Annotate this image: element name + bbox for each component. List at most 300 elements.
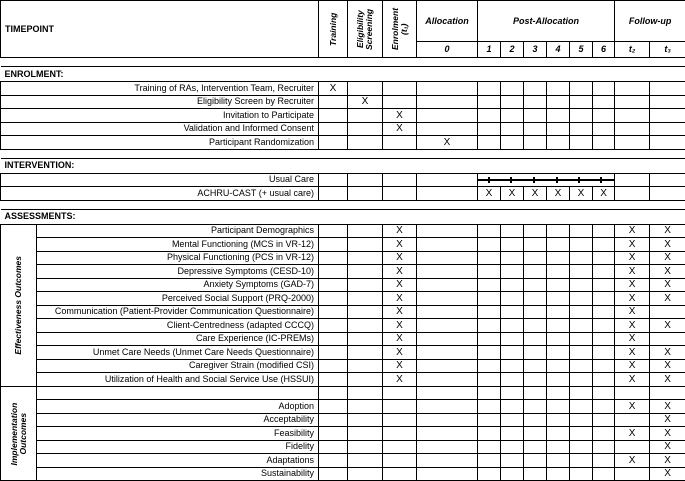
empty-cell [524,454,547,468]
empty-cell [348,454,383,468]
empty-cell [524,319,547,333]
achru-cast-row [1,187,685,201]
enrolment-section-row [1,67,685,82]
schedule-mark [383,400,417,414]
schedule-mark [383,136,417,150]
empty-cell [524,440,547,454]
schedule-mark: X [383,109,417,123]
empty-cell [348,292,383,306]
empty-cell [593,400,615,414]
schedule-mark [650,82,685,96]
empty-cell [348,278,383,292]
schedule-mark [319,95,348,109]
schedule-mark [650,95,685,109]
empty-cell [593,292,615,306]
schedule-mark: X [383,373,417,387]
schedule-mark [650,187,685,201]
spacer-cell [1,200,685,209]
effectiveness-outcome-measure-label: Unmet Care Needs (Unmet Care Needs Questionnaire) [37,346,319,360]
schedule-mark [650,109,685,123]
schedule-mark [547,136,570,150]
schedule-mark [348,82,383,96]
empty-cell [547,467,570,481]
post-allocation-number: 5 [570,42,593,58]
schedule-mark [547,82,570,96]
empty-cell [417,400,478,414]
schedule-mark [615,386,650,400]
timepoint-header: TIMEPOINT [1,1,319,58]
spacer-row [1,200,685,209]
empty-cell [348,440,383,454]
empty-cell [524,413,547,427]
schedule-mark [348,136,383,150]
schedule-mark [417,95,478,109]
schedule-mark: X [383,332,417,346]
empty-cell [501,359,524,373]
empty-cell [501,400,524,414]
empty-cell [570,386,593,400]
empty-cell [570,224,593,238]
schedule-mark [383,386,417,400]
effectiveness-outcome-row [1,224,685,238]
empty-cell [547,292,570,306]
empty-cell [478,427,501,441]
empty-cell [593,346,615,360]
effectiveness-outcome-row [1,305,685,319]
empty-cell [593,413,615,427]
empty-cell [570,292,593,306]
schedule-mark [417,122,478,136]
schedule-mark [524,136,547,150]
empty-cell [478,224,501,238]
empty-cell [319,467,348,481]
effectiveness-outcome-row [1,278,685,292]
empty-cell [478,238,501,252]
empty-cell [348,173,383,187]
usual-care-tick [600,177,602,183]
empty-cell [417,332,478,346]
intervention-section-row [1,158,685,173]
usual-care-label: Usual Care [1,173,319,187]
schedule-mark: X [478,187,501,201]
usual-care-line [478,179,615,181]
empty-cell [501,386,524,400]
empty-cell [547,413,570,427]
empty-cell [348,427,383,441]
empty-cell [524,359,547,373]
empty-cell [593,359,615,373]
schedule-mark [615,95,650,109]
enrolment-row-label: Validation and Informed Consent [1,122,319,136]
schedule-mark [570,122,593,136]
empty-cell [417,359,478,373]
empty-cell [319,440,348,454]
effectiveness-outcome-row [1,359,685,373]
effectiveness-outcome-group [1,224,37,386]
schedule-mark: X [383,122,417,136]
enrolment-row [1,95,685,109]
empty-cell [501,373,524,387]
schedule-mark: X [383,359,417,373]
empty-cell [319,346,348,360]
empty-cell [570,251,593,265]
usual-care-tick [510,177,512,183]
implementation-outcome-group-label: Implementation Outcomes [10,387,28,481]
implementation-outcome-measure-label: Adaptations [37,454,319,468]
schedule-mark: X [615,427,650,441]
schedule-mark: X [547,187,570,201]
schedule-mark [383,454,417,468]
empty-cell [547,238,570,252]
schedule-mark [417,109,478,123]
effectiveness-outcome-row [1,346,685,360]
schedule-mark [593,122,615,136]
schedule-mark: X [615,238,650,252]
schedule-mark [501,136,524,150]
empty-cell [593,332,615,346]
empty-cell [417,440,478,454]
empty-cell [348,386,383,400]
schedule-mark: X [650,440,685,454]
schedule-mark: X [650,278,685,292]
schedule-mark [615,82,650,96]
effectiveness-outcome-measure-label: Participant Demographics [37,224,319,238]
schedule-mark [570,82,593,96]
implementation-outcome-measure-label: Feasibility [37,427,319,441]
empty-cell [570,413,593,427]
empty-cell [417,238,478,252]
empty-cell [593,265,615,279]
schedule-mark [383,82,417,96]
empty-cell [417,427,478,441]
schedule-mark [478,136,501,150]
empty-cell [593,440,615,454]
schedule-mark [547,122,570,136]
schedule-mark [478,82,501,96]
schedule-mark [547,95,570,109]
empty-cell [383,173,417,187]
schedule-mark: X [615,373,650,387]
empty-cell [501,332,524,346]
spacer-cell [1,58,685,67]
empty-cell [478,400,501,414]
eligibility-header [348,1,383,58]
spacer-row [1,58,685,67]
usual-care-tick [556,177,558,183]
empty-cell [501,454,524,468]
schedule-mark: X [615,400,650,414]
schedule-mark [501,82,524,96]
schedule-mark: X [383,278,417,292]
empty-cell [593,278,615,292]
empty-cell [501,238,524,252]
schedule-mark [650,305,685,319]
empty-cell [593,454,615,468]
schedule-mark: X [383,265,417,279]
empty-cell [501,265,524,279]
spacer-row [1,149,685,158]
empty-cell [615,173,650,187]
empty-cell [319,265,348,279]
schedule-mark: X [501,187,524,201]
empty-cell [501,346,524,360]
implementation-outcome-measure-label: Sustainability [37,467,319,481]
empty-cell [319,305,348,319]
empty-cell [501,278,524,292]
enrolment-header [383,1,417,58]
empty-cell [547,332,570,346]
schedule-mark: X [650,224,685,238]
assessments-section-heading: ASSESSMENTS: [1,209,685,224]
schedule-mark: X [650,467,685,481]
effectiveness-outcome-measure-label: Utilization of Health and Social Service Use (HSSUI) [37,373,319,387]
schedule-mark: X [383,251,417,265]
empty-cell [417,292,478,306]
post-allocation-number: 2 [501,42,524,58]
empty-cell [319,332,348,346]
empty-cell [348,467,383,481]
schedule-mark: X [650,427,685,441]
empty-cell [348,359,383,373]
empty-cell [319,251,348,265]
enrolment-label: Enrolment [390,8,400,50]
empty-cell [501,292,524,306]
effectiveness-outcome-measure-label: Caregiver Strain (modified CSI) [37,359,319,373]
empty-cell [524,224,547,238]
schedule-mark [650,386,685,400]
empty-cell [501,413,524,427]
empty-cell [593,373,615,387]
empty-cell [417,413,478,427]
empty-cell [547,427,570,441]
empty-cell [547,400,570,414]
empty-cell [501,251,524,265]
empty-cell [570,238,593,252]
empty-cell [319,373,348,387]
empty-cell [593,319,615,333]
effectiveness-outcome-row [1,319,685,333]
schedule-mark: X [650,346,685,360]
schedule-mark [570,95,593,109]
empty-cell [478,454,501,468]
empty-cell [524,251,547,265]
enrolment-row [1,136,685,150]
empty-cell [524,373,547,387]
effectiveness-outcome-row [1,238,685,252]
empty-cell [593,238,615,252]
schedule-mark [383,427,417,441]
schedule-mark: X [650,454,685,468]
schedule-mark [319,136,348,150]
eligibility-header-label: Eligibility Screening [356,1,374,57]
usual-care-tick [488,177,490,183]
schedule-mark [501,122,524,136]
empty-cell [570,467,593,481]
implementation-outcome-measure-label: Acceptability [37,413,319,427]
effectiveness-outcome-measure-label: Anxiety Symptoms (GAD-7) [37,278,319,292]
allocation-number: 0 [417,42,478,58]
schedule-mark: X [615,224,650,238]
empty-cell [547,359,570,373]
empty-cell [593,427,615,441]
empty-cell [570,373,593,387]
schedule-mark [319,122,348,136]
empty-cell [570,332,593,346]
schedule-mark: X [615,278,650,292]
empty-cell [570,427,593,441]
empty-cell [478,413,501,427]
intervention-section-heading: INTERVENTION: [1,158,685,173]
enrolment-row [1,122,685,136]
empty-cell [501,440,524,454]
implementation-outcome-row [1,427,685,441]
schedule-mark [593,82,615,96]
schedule-mark: X [650,265,685,279]
schedule-mark [547,109,570,123]
empty-cell [570,400,593,414]
schedule-mark: X [650,251,685,265]
schedule-mark [348,109,383,123]
schedule-mark [524,95,547,109]
empty-cell [319,292,348,306]
schedule-mark: X [615,292,650,306]
schedule-mark [478,95,501,109]
schedule-mark: X [650,413,685,427]
effectiveness-outcome-row [1,292,685,306]
implementation-outcome-group [1,386,37,481]
empty-cell [593,251,615,265]
empty-cell [501,427,524,441]
empty-cell [570,346,593,360]
empty-cell [547,305,570,319]
empty-cell [524,265,547,279]
schedule-mark [319,109,348,123]
effectiveness-outcome-measure-label: Depressive Symptoms (CESD-10) [37,265,319,279]
schedule-mark: X [383,292,417,306]
empty-cell [478,305,501,319]
empty-cell [417,305,478,319]
empty-cell [417,319,478,333]
schedule-mark [524,82,547,96]
empty-cell [417,467,478,481]
empty-cell [319,386,348,400]
effectiveness-outcome-measure-label: Mental Functioning (MCS in VR-12) [37,238,319,252]
empty-cell [348,265,383,279]
empty-cell [348,373,383,387]
follow-up-t2: t₂ [615,42,650,58]
effectiveness-outcome-measure-label: Communication (Patient-Provider Communication Questionnaire) [37,305,319,319]
empty-cell [417,278,478,292]
empty-cell [547,386,570,400]
effectiveness-outcome-measure-label: Client-Centredness (adapted CCCQ) [37,319,319,333]
empty-cell [547,440,570,454]
schedule-mark [593,136,615,150]
schedule-mark [478,109,501,123]
empty-cell [570,359,593,373]
empty-cell [478,359,501,373]
empty-cell [478,278,501,292]
empty-cell [524,238,547,252]
empty-cell [478,265,501,279]
empty-cell [478,346,501,360]
empty-cell [524,427,547,441]
empty-cell [501,319,524,333]
empty-cell [524,278,547,292]
effectiveness-outcome-row [1,373,685,387]
schedule-mark [570,136,593,150]
implementation-outcome-row [1,386,685,400]
schedule-mark [383,95,417,109]
schedule-mark: X [615,454,650,468]
schedule-mark: X [383,305,417,319]
empty-cell [319,278,348,292]
assessments-section-row [1,209,685,224]
enrolment-row-label: Training of RAs, Intervention Team, Recruiter [1,82,319,96]
effectiveness-outcome-row [1,332,685,346]
empty-cell [417,224,478,238]
schedule-mark: X [348,95,383,109]
empty-cell [319,413,348,427]
schedule-mark [593,95,615,109]
empty-cell [348,400,383,414]
empty-cell [478,440,501,454]
empty-cell [417,265,478,279]
schedule-mark: X [615,332,650,346]
empty-cell [650,173,685,187]
effectiveness-outcome-group-label: Effectiveness Outcomes [14,256,23,355]
empty-cell [348,224,383,238]
empty-cell [524,305,547,319]
empty-cell [319,359,348,373]
schedule-mark: X [650,359,685,373]
header-row [1,1,685,42]
implementation-outcome-row [1,440,685,454]
schedule-mark [417,82,478,96]
schedule-mark [383,187,417,201]
enrolment-row [1,82,685,96]
empty-cell [524,346,547,360]
empty-cell [593,224,615,238]
empty-cell [501,467,524,481]
empty-cell [524,292,547,306]
empty-cell [570,278,593,292]
empty-cell [547,265,570,279]
empty-cell [417,346,478,360]
schedule-mark: X [615,346,650,360]
empty-cell [478,332,501,346]
enrolment-row [1,109,685,123]
empty-cell [348,238,383,252]
empty-cell [570,440,593,454]
schedule-mark [383,440,417,454]
empty-cell [319,224,348,238]
enrolment-row-label: Eligibility Screen by Recruiter [1,95,319,109]
schedule-mark: X [615,359,650,373]
empty-cell [547,346,570,360]
empty-cell [319,427,348,441]
effectiveness-outcome-measure-label: Perceived Social Support (PRQ-2000) [37,292,319,306]
schedule-mark: X [650,400,685,414]
empty-cell [478,251,501,265]
empty-cell [478,467,501,481]
schedule-mark [615,413,650,427]
empty-cell [547,251,570,265]
enrolment-row-label: Participant Randomization [1,136,319,150]
empty-cell [348,319,383,333]
empty-cell [348,346,383,360]
empty-cell [524,332,547,346]
empty-cell [547,319,570,333]
